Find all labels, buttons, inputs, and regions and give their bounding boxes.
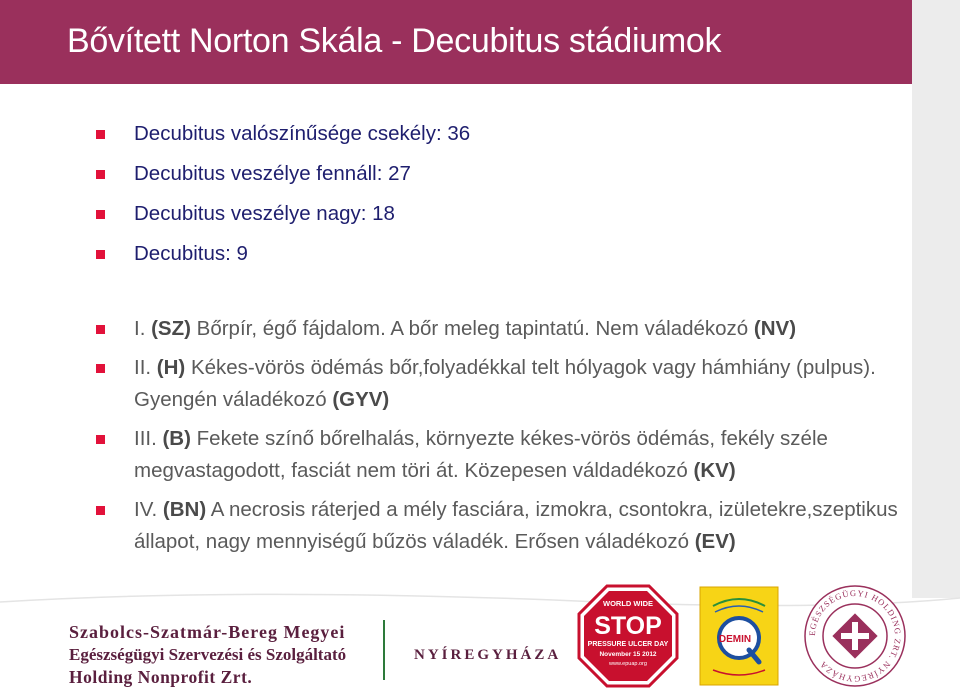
city-name: NYÍREGYHÁZA [414, 647, 562, 663]
footer-divider [383, 620, 385, 680]
stage-code: (H) [156, 356, 186, 379]
stage-code: (BN) [162, 498, 207, 521]
score-item-27 [96, 158, 941, 190]
stage-item-3 [96, 423, 941, 487]
title-bar [0, 0, 912, 84]
score-text: Decubitus: 9 [134, 242, 248, 265]
stop-line-1: PRESSURE ULCER DAY [587, 641, 669, 648]
stage-description: A necrosis ráterjed a mély fasciára, izmokra, csontokra, izületekre,szeptikus állapot, nagy mennyiségű bűzös váladék. Erősen váladékozó [134, 498, 898, 553]
holding-seal-logo [803, 584, 907, 688]
stage-number: II. [134, 356, 157, 379]
bullet-square-icon [96, 210, 105, 219]
score-text: Decubitus veszélye nagy: 18 [134, 202, 395, 225]
stage-description: Kékes-vörös ödémás bőr,folyadékkal telt hólyagok vagy hámhiány (pulpus). Gyengén váladékozó [134, 356, 876, 411]
organization-name-line-2: Egészségügyi Szervezési és Szolgáltató [69, 645, 347, 664]
footer [0, 587, 960, 693]
bullet-square-icon [96, 435, 105, 444]
stage-description: Fekete színő bőrelhalás, környezte kékes-vörös ödémás, fekély széle megvastagodott, fasciát nem töri át. Közepesen váldadékozó [134, 427, 828, 482]
bullet-square-icon [96, 364, 105, 373]
stop-top-label: WORLD WIDE [603, 599, 653, 608]
organization-name-line-3: Holding Nonprofit Zrt. [69, 667, 253, 687]
bullet-square-icon [96, 130, 105, 139]
slide-title: Bővített Norton Skála - Decubitus stádiumok [67, 22, 722, 60]
bullet-square-icon [96, 506, 105, 515]
organization-name-line-1: Szabolcs-Szatmár-Bereg Megyei [69, 622, 346, 642]
bullet-list [96, 118, 941, 558]
stage-item-1 [96, 313, 941, 345]
score-item-9 [96, 238, 941, 270]
seal-ring-text: EGÉSZSÉGÜGYI HOLDING ZRT. NYÍREGYHÁZA [806, 587, 904, 685]
score-text: Decubitus veszélye fennáll: 27 [134, 162, 411, 185]
stage-item-2 [96, 352, 941, 416]
stop-pressure-ulcer-logo [577, 584, 679, 688]
stage-tag: (GYV) [332, 388, 390, 411]
bullet-square-icon [96, 325, 105, 334]
score-item-36 [96, 118, 941, 150]
stage-code: (SZ) [151, 317, 191, 340]
stage-number: IV. [134, 498, 163, 521]
stage-code: (B) [162, 427, 191, 450]
stage-tag: (NV) [753, 317, 797, 340]
stage-description: Bőrpír, égő fájdalom. A bőr meleg tapintatú. Nem váladékozó [190, 317, 754, 340]
bullet-square-icon [96, 170, 105, 179]
score-text: Decubitus valószínűsége csekély: 36 [134, 122, 471, 145]
stage-number: III. [134, 427, 163, 450]
stop-line-3: www.epuap.org [609, 661, 647, 667]
q-logo-text: DEMIN [718, 634, 752, 645]
stage-number: I. [134, 317, 152, 340]
stop-line-2: November 15 2012 [599, 651, 657, 658]
deming-quality-logo [699, 586, 779, 686]
stage-tag: (EV) [694, 530, 736, 553]
stage-tag: (KV) [693, 459, 736, 482]
stop-word: STOP [594, 612, 662, 640]
bullet-square-icon [96, 250, 105, 259]
stage-item-4 [96, 494, 941, 558]
score-item-18 [96, 198, 941, 230]
